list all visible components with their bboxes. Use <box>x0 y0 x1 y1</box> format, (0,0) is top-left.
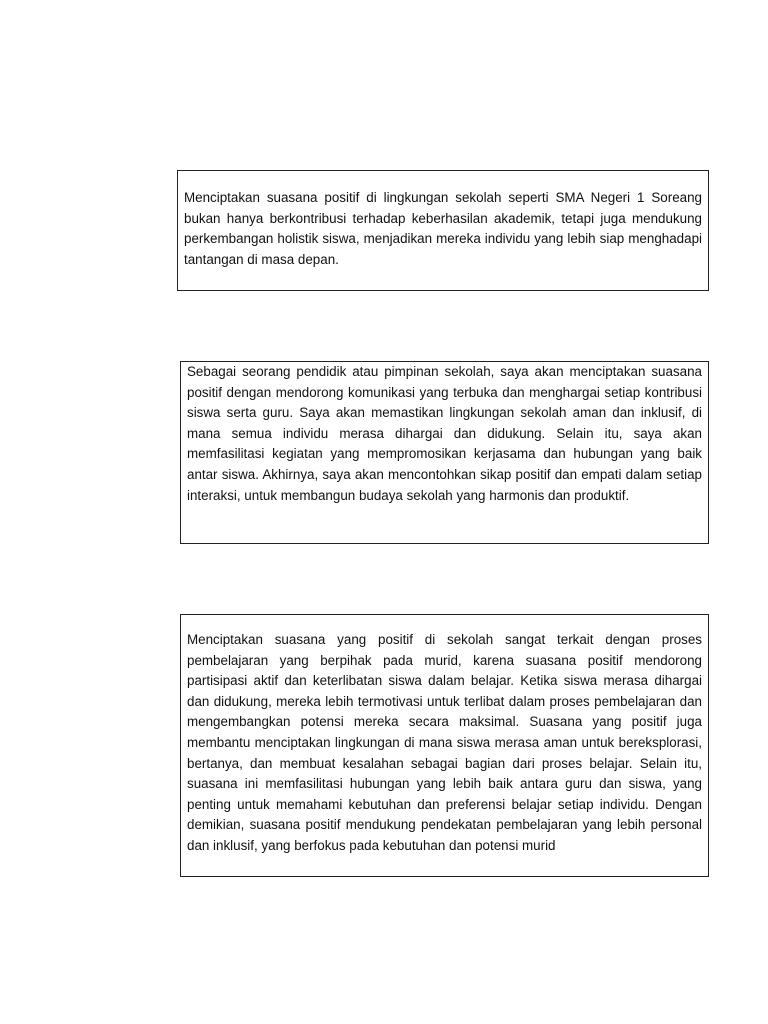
text-box-school-atmosphere-summary <box>177 170 709 291</box>
paragraph-text: Menciptakan suasana yang positif di sekolah sangat terkait dengan proses pembelajaran yang berpihak pada murid, karena suasana positif mendorong partisipasi aktif dan keterlibatan siswa dalam belajar. Ketika siswa merasa dihargai dan didukung, mereka lebih termotivasi untuk terlibat dalam proses pembelajaran dan mengembangkan potensi mereka secara maksimal. Suasana yang positif juga membantu menciptakan lingkungan di mana siswa merasa aman untuk bereksplorasi, bertanya, dan membuat kesalahan sebagai bagian dari proses belajar. Selain itu, suasana ini memfasilitasi hubungan yang lebih baik antara guru dan siswa, yang penting untuk memahami kebutuhan dan preferensi belajar setiap individu. Dengan demikian, suasana positif mendukung pendekatan pembelajaran yang lebih personal dan inklusif, yang berfokus pada kebutuhan dan potensi murid <box>187 632 702 853</box>
paragraph-text: Menciptakan suasana positif di lingkungan sekolah seperti SMA Negeri 1 Soreang bukan hanya berkontribusi terhadap keberhasilan akademik, tetapi juga mendukung perkembangan holistik siswa, menjadikan mereka individu yang lebih siap menghadapi tantangan di masa depan. <box>184 190 702 267</box>
text-box-student-centered-learning <box>180 614 709 877</box>
paragraph-text: Sebagai seorang pendidik atau pimpinan sekolah, saya akan menciptakan suasana positif dengan mendorong komunikasi yang terbuka dan menghargai setiap kontribusi siswa serta guru. Saya akan memastikan lingkungan sekolah aman dan inklusif, di mana semua individu merasa dihargai dan didukung. Selain itu, saya akan memfasilitasi kegiatan yang mempromosikan kerjasama dan hubungan yang baik antar siswa. Akhirnya, saya akan mencontohkan sikap positif dan empati dalam setiap interaksi, untuk membangun budaya sekolah yang harmonis dan produktif. <box>187 364 702 503</box>
text-box-educator-actions <box>180 361 709 544</box>
